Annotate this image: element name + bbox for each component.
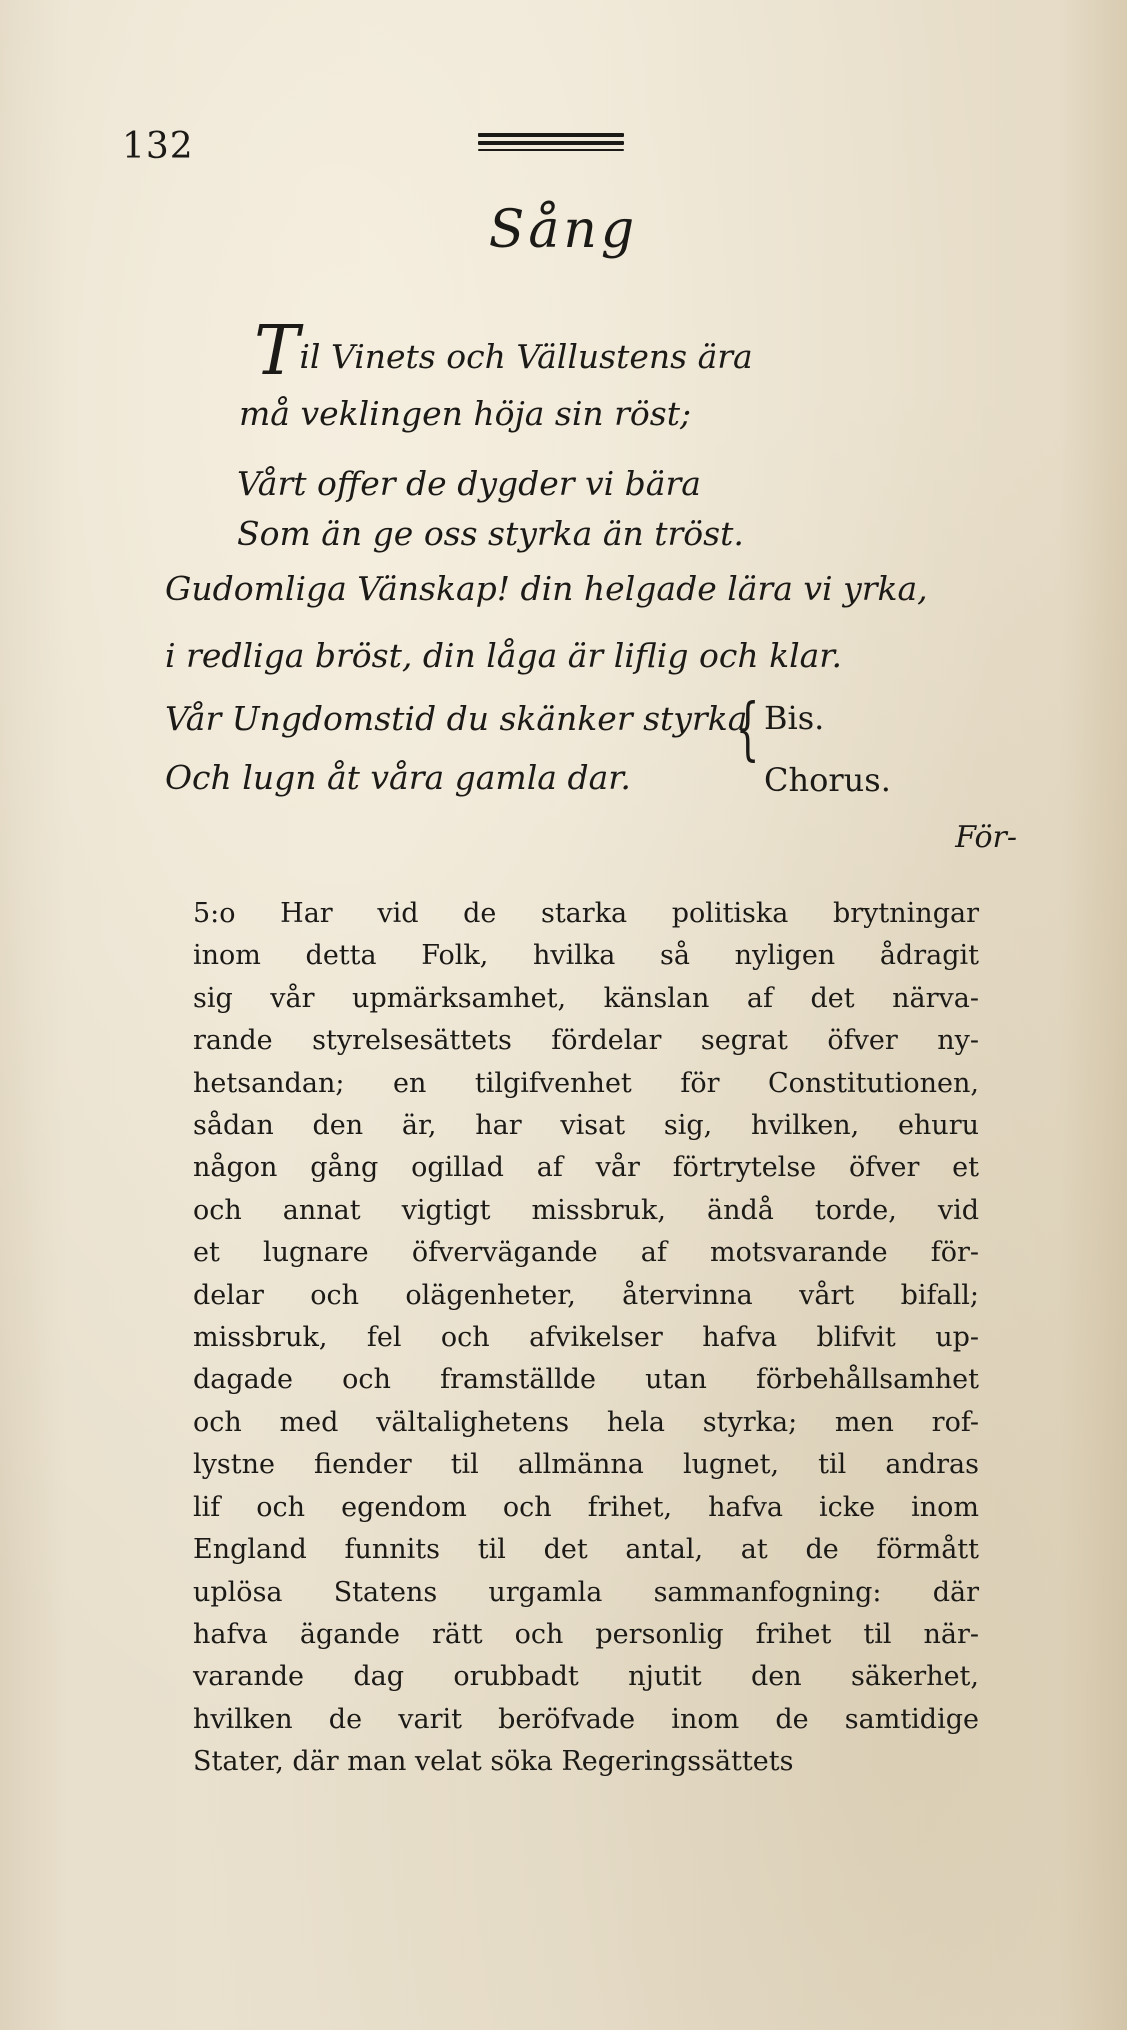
footnote-line: lystne fiender til allmänna lugnet, til andras <box>193 1449 979 1481</box>
verse-line-1 <box>254 312 753 391</box>
verse-line-4: Som än ge oss styrka än tröst. <box>237 514 744 553</box>
header-ornament-rule <box>478 133 624 153</box>
footnote-line: hafva ägande rätt och personlig frihet til när- <box>193 1618 979 1650</box>
footnote-line: 5:o Har vid de starka politiska brytningar <box>193 898 979 929</box>
verse-dropcap: T <box>254 312 300 391</box>
catchword: För- <box>955 820 1017 855</box>
footnote-line: och med vältalighetens hela styrka; men rof- <box>193 1406 979 1438</box>
bis-label: Bis. <box>764 699 825 737</box>
footnote-line: sig vår upmärksamhet, känslan af det närva- <box>193 982 979 1014</box>
verse-line-6: i redliga bröst, din låga är liflig och klar. <box>165 636 842 675</box>
footnote-line: rande styrelsesättets fördelar segrat öfver ny- <box>193 1025 979 1057</box>
page-number: 132 <box>122 126 194 167</box>
footnote-line: inom detta Folk, hvilka så nyligen ådragit <box>193 940 979 972</box>
footnote-line: hvilken de varit beröfvade inom de samtidige <box>193 1703 979 1735</box>
footnote-line: delar och olägenheter, återvinna vårt bifall; <box>193 1279 979 1311</box>
footnote-line: och annat vigtigt missbruk, ändå torde, vid <box>193 1194 979 1226</box>
footnote-line: hetsandan; en tilgifvenhet för Constitutionen, <box>193 1067 979 1099</box>
footnote-line: uplösa Statens urgamla sammanfogning: där <box>193 1576 979 1608</box>
song-title: Sång <box>488 200 639 260</box>
footnote-line: sådan den är, har visat sig, hvilken, ehuru <box>193 1110 979 1142</box>
chorus-brace: { <box>735 690 760 769</box>
verse-line-8: Och lugn åt våra gamla dar. <box>165 758 631 797</box>
footnote-line: missbruk, fel och afvikelser hafva blifvit up- <box>193 1322 979 1354</box>
footnote-line: någon gång ogillad af vår förtrytelse öfver et <box>193 1152 979 1184</box>
footnote-text <box>193 893 979 1784</box>
footnote-line: Stater, där man velat söka Regeringssättets <box>193 1746 794 1778</box>
footnote-line: varande dag orubbadt njutit den säkerhet, <box>193 1661 979 1693</box>
verse-line-2: må veklingen höja sin röst; <box>239 394 692 433</box>
verse-line-5: Gudomliga Vänskap! din helgade lära vi yrka, <box>165 569 928 608</box>
chorus-label: Chorus. <box>764 761 891 799</box>
verse-line-text: il Vinets och Vällustens ära <box>299 337 753 376</box>
footnote-line: England funnits til det antal, at de förmått <box>193 1534 979 1566</box>
verse-line-7: Vår Ungdomstid du skänker styrka <box>165 699 748 738</box>
verse-line-3: Vårt offer de dygder vi bära <box>237 464 701 503</box>
footnote-line: dagade och framställde utan förbehållsamhet <box>193 1364 979 1396</box>
footnote-line: et lugnare öfvervägande af motsvarande för- <box>193 1237 979 1269</box>
footnote-line: lif och egendom och frihet, hafva icke inom <box>193 1491 979 1523</box>
